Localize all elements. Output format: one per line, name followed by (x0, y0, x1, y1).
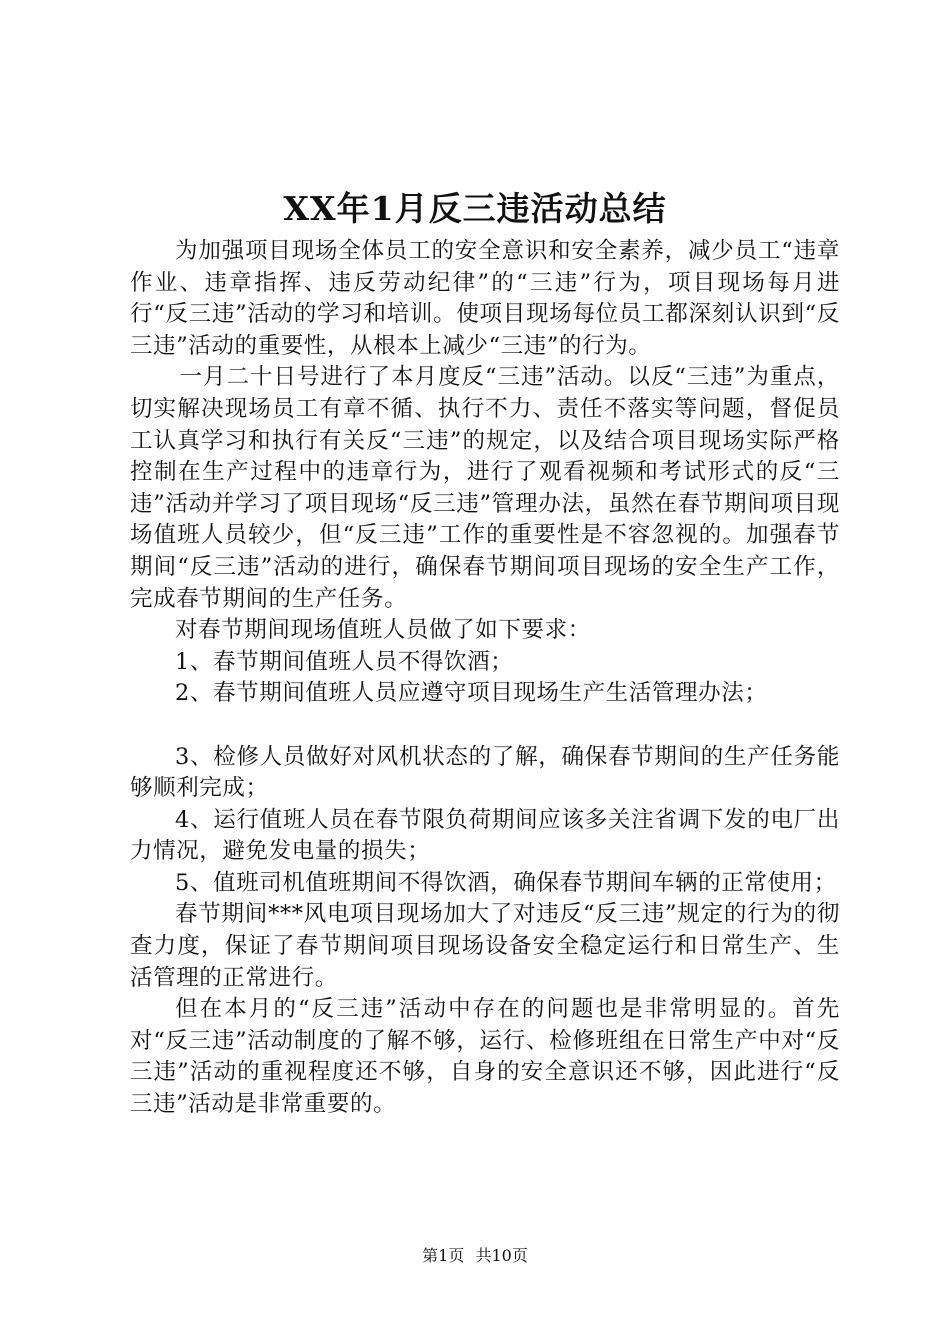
requirement-item-5: 5、值班司机值班期间不得饮酒，确保春节期间车辆的正常使用； (175, 869, 837, 896)
requirement-item-4: 4、运行值班人员在春节限负荷期间应该多关注省调下发的电厂出力情况，避免发电量的损失； (130, 806, 840, 865)
requirement-item-3: 3、检修人员做好对风机状态的了解，确保春节期间的生产任务能够顺利完成； (130, 743, 840, 802)
paragraph-inspection: 春节期间***风电项目现场加大了对违反“反三违”规定的行为的彻查力度，保证了春节期间项目现场设备安全稳定运行和日常生产、生活管理的正常进行。 (130, 901, 840, 991)
page-footer (0, 1245, 950, 1267)
document-body (130, 236, 840, 1121)
paragraph-intro: 为加强项目现场全体员工的安全意识和安全素养，减少员工“违章作业、违章指挥、违反劳动纪律”的“三违”行为，项目现场每月进行“反三违”活动的学习和培训。使项目现场每位员工都深刻认识到“反三违”活动的重要性，从根本上减少“三违”的行为。 (130, 238, 840, 359)
paragraph-problems: 但在本月的“反三违”活动中存在的问题也是非常明显的。首先对“反三违”活动制度的了解不够，运行、检修班组在日常生产中对“反三违”活动的重视程度还不够，自身的安全意识还不够，因此进行“反三违”活动是非常重要的。 (130, 996, 840, 1118)
paragraph-activity: 一月二十日号进行了本月度反“三违”活动。以反“三违”为重点，切实解决现场员工有章不循、执行不力、责任不落实等问题，督促员工认真学习和执行有关反“三违”的规定，以及结合项目现场实际严格控制在生产过程中的违章行为，进行了观看视频和考试形式的反“三违”活动并学习了项目现场“反三违”管理办法，虽然在春节期间项目现场值班人员较少，但“反三违”工作的重要性是不容忽视的。加强春节期间“反三违”活动的进行，确保春节期间项目现场的安全生产工作，完成春节期间的生产任务。 (130, 364, 840, 612)
blank-line (130, 710, 840, 742)
page-total: 共10页 (475, 1246, 528, 1265)
requirement-item-2: 2、春节期间值班人员应遵守项目现场生产生活管理办法； (175, 680, 768, 707)
page-number: 第1页 (422, 1246, 465, 1265)
document-title: XX年1月反三违活动总结 (283, 189, 667, 228)
requirement-item-1: 1、春节期间值班人员不得饮酒； (175, 648, 514, 675)
paragraph-requirements-intro: 对春节期间现场值班人员做了如下要求： (175, 617, 591, 644)
